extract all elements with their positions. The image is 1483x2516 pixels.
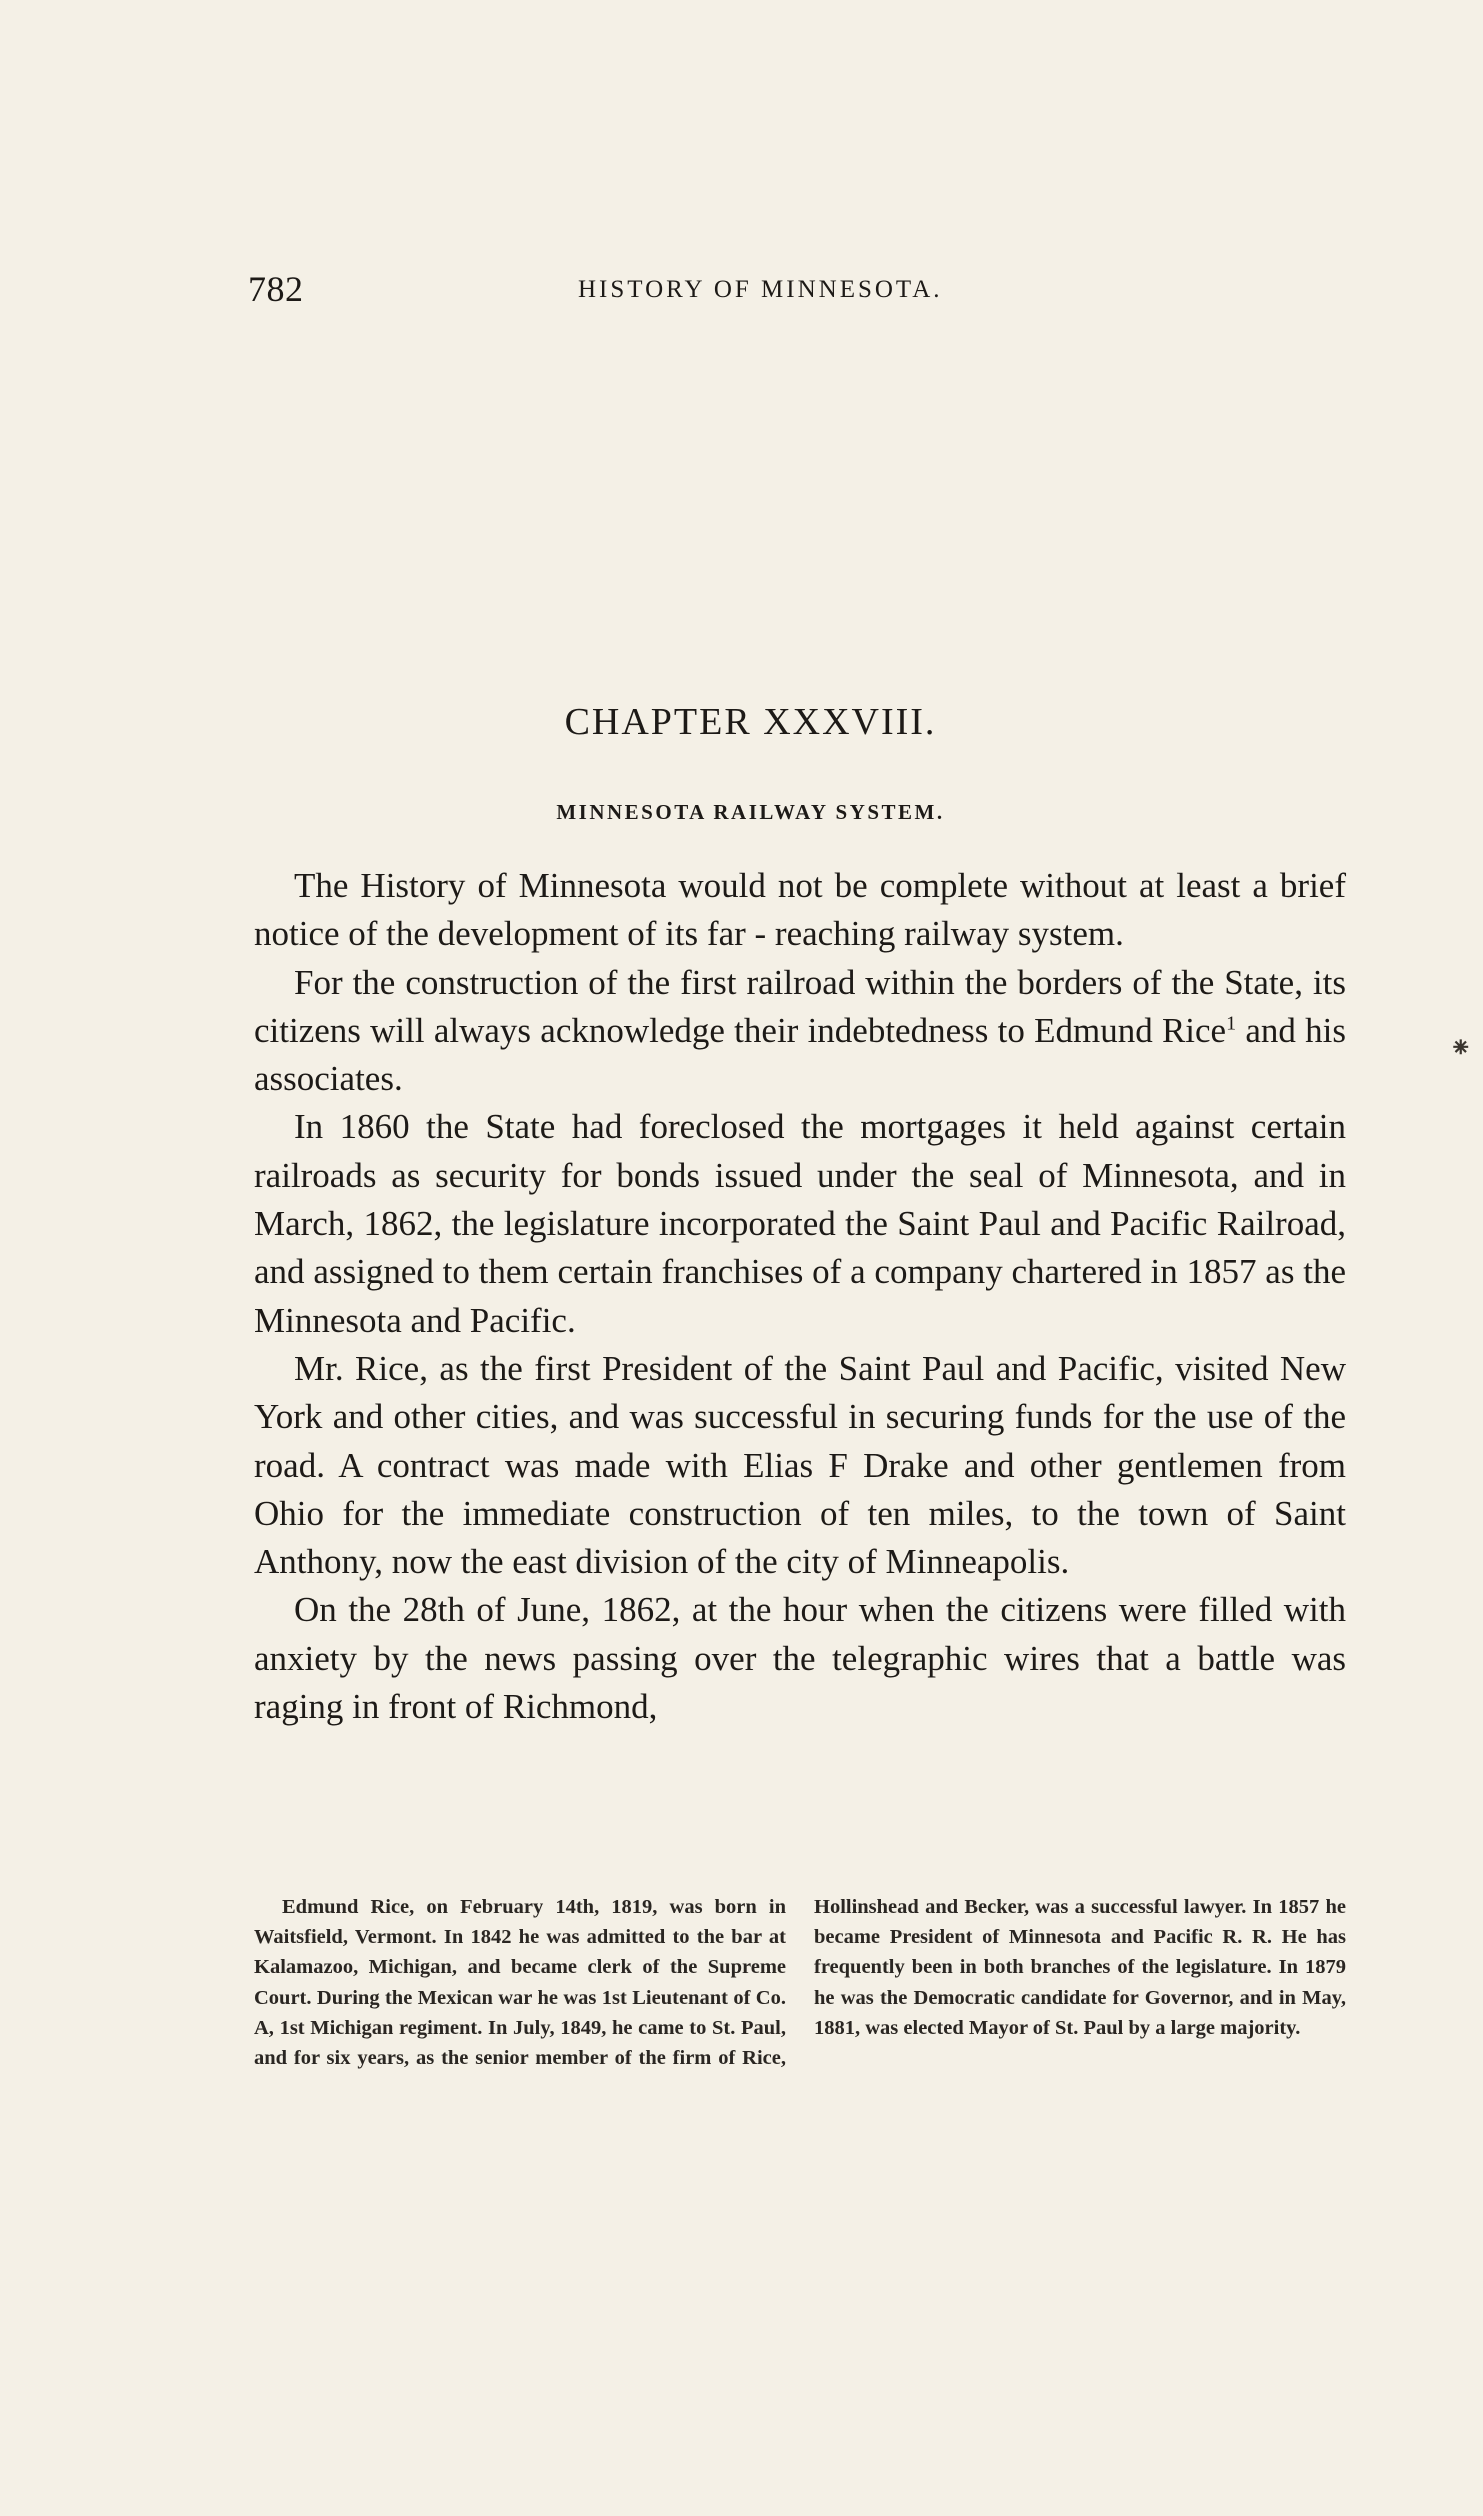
paragraph-3: In 1860 the State had foreclosed the mortgages it held against certain railroads as security for bonds issued under the seal of Minnesota, and in March, 1862, the legislature incorporated the Saint Paul and Pacific Railroad, and assigned to them certain franchises of a company chartered in 1857 as the Minnesota and Pacific. — [254, 1107, 1346, 1340]
paragraph-2-text: For the construction of the first railroad within the borders of the State, its citizens will always acknowledge their indebtedness to Edmund Rice — [254, 962, 1346, 1050]
footnote-marker: 1 — [1226, 1012, 1237, 1035]
paragraph-1: The History of Minnesota would not be complete without at least a brief notice of the development of its far - reaching railway system. — [254, 866, 1346, 954]
body-text — [254, 862, 1346, 1731]
paragraph-2-text-end: and his associates. — [254, 1010, 1346, 1099]
footnote — [254, 1892, 1346, 2073]
paragraph-5: On the 28th of June, 1862, at the hour when the citizens were filled with anxiety by the news passing over the telegraphic wires that a battle was raging in front of Richmond, — [254, 1590, 1346, 1727]
footnote-text: Edmund Rice, on February 14th, 1819, was born in Waitsfield, Vermont. In 1842 he was admitted to the bar at Kalamazoo, Michigan, and became clerk of the Supreme Court. During the Mexican war he was 1st Lieutenant of Co. A, 1st Michigan regiment. In July, 1849, he came to St. Paul, and for six years, as the senior member of the firm of Rice, Hollinshead and Becker, was a successful lawyer. In 1857 he became President of Minnesota and Pacific R. R. He has frequently been in both branches of the legislature. In 1879 he was the Democratic candidate for Governor, and in May, 1881, was elected Mayor of St. Paul by a large majority. — [254, 1896, 1346, 2070]
page-number: 782 — [248, 269, 304, 309]
paragraph-4: Mr. Rice, as the first President of the Saint Paul and Pacific, visited New York and other cities, and was successful in securing funds for the use of the road. A contract was made with Elias F Drake and other gentlemen from Ohio for the immediate construction of ten miles, to the town of Saint Anthony, now the east division of the city of Minneapolis. — [254, 1348, 1346, 1582]
chapter-subtitle: MINNESOTA RAILWAY SYSTEM. — [556, 800, 945, 824]
margin-mark-icon: ⁕ — [1449, 1033, 1473, 1064]
running-head — [248, 268, 1348, 318]
running-title: HISTORY OF MINNESOTA. — [578, 276, 943, 303]
paragraph-2 — [254, 959, 1346, 1104]
chapter-title: CHAPTER XXXVIII. — [564, 701, 937, 743]
